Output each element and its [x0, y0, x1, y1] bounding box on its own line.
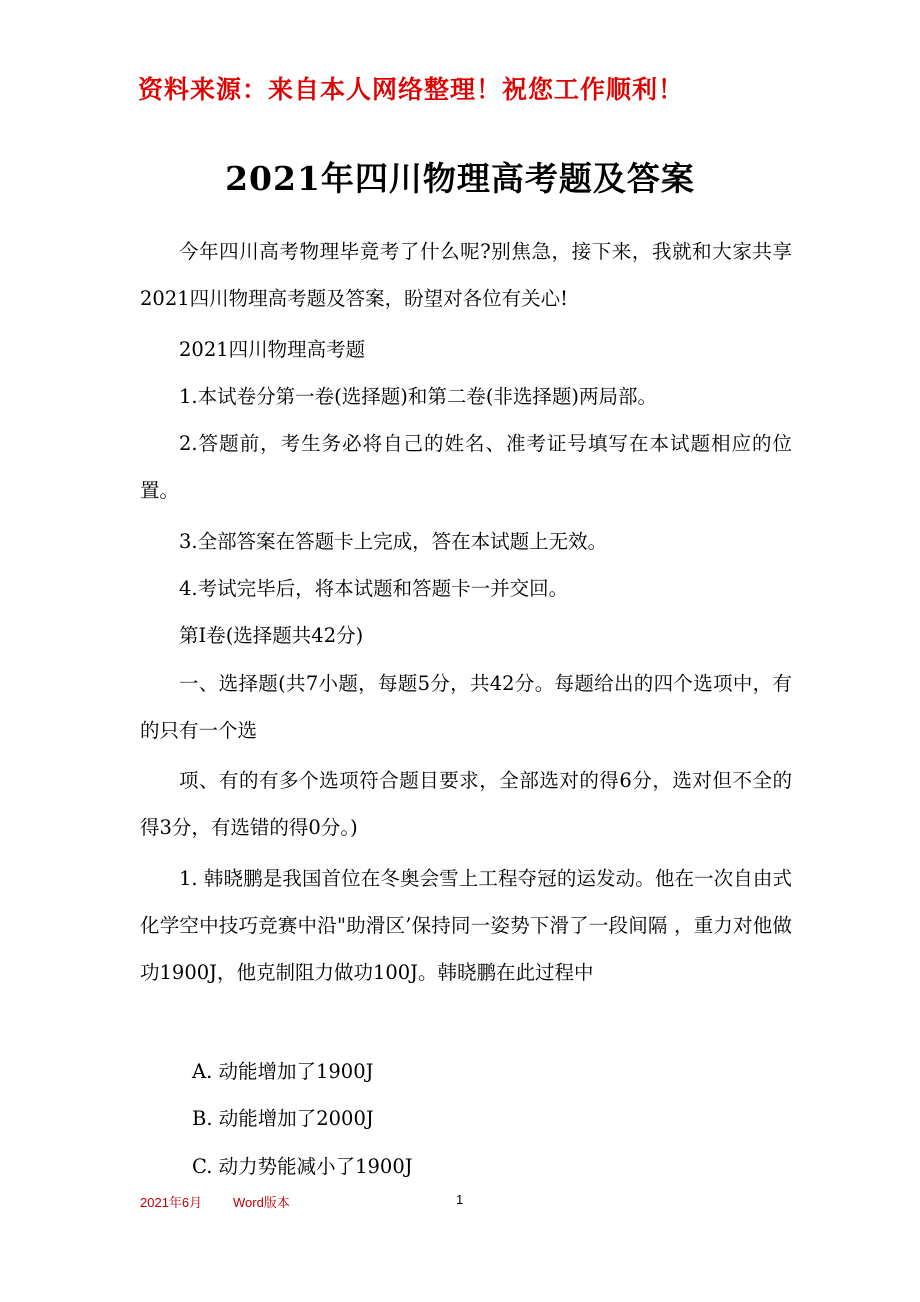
question-1: 1. 韩晓鹏是我国首位在冬奥会雪上工程夺冠的运发动。他在一次自由式化学空中技巧竞赛中沿"助滑区’保持同一姿势下滑了一段间隔 ，重力对他做功1900J，他克制阻力做功100J。韩晓鹏在此过程中: [140, 867, 792, 984]
option-a: A. 动能增加了1900J: [192, 1060, 374, 1083]
option-b: B. 动能增加了2000J: [192, 1107, 374, 1130]
instruction-3: 3.全部答案在答题卡上完成，答在本试题上无效。: [179, 530, 608, 553]
choice-intro-2: 项、有的有多个选项符合题目要求，全部选对的得6分，选对但不全的得3分，有选错的得0分。): [140, 769, 792, 839]
choice-intro-1: 一、选择题(共7小题，每题5分，共42分。每题给出的四个选项中，有的只有一个选: [140, 672, 792, 742]
footer-date: 2021年6月: [140, 1195, 203, 1210]
instruction-1: 1.本试卷分第一卷(选择题)和第二卷(非选择题)两局部。: [179, 385, 658, 408]
instruction-4: 4.考试完毕后，将本试题和答题卡一并交回。: [179, 577, 569, 600]
page-number: 1: [456, 1192, 464, 1207]
footer-version: Word版本: [233, 1195, 290, 1210]
source-banner: 资料来源：来自本人网络整理！祝您工作顺利！: [138, 75, 685, 104]
volume-title: 第Ⅰ卷(选择题共42分): [179, 624, 364, 647]
document-title: 2021年四川物理高考题及答案: [225, 159, 695, 198]
intro-paragraph: 今年四川高考物理毕竟考了什么呢?别焦急，接下来，我就和大家共享2021四川物理高考题及答案，盼望对各位有关心!: [140, 240, 792, 310]
section-title: 2021四川物理高考题: [179, 338, 366, 361]
option-c: C. 动力势能减小了1900J: [192, 1155, 413, 1178]
instruction-2: 2.答题前，考生务必将自己的姓名、准考证号填写在本试题相应的位置。: [140, 432, 792, 502]
